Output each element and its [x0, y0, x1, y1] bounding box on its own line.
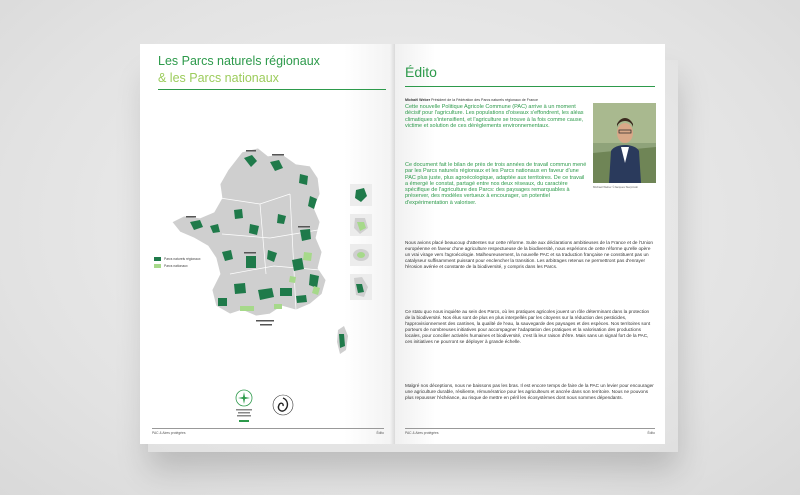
paragraph-1: Cette nouvelle Politique Agricole Commune (PAC) arrive à un moment décisif pour l'agriculture. Les populations d'oiseaux s'effondrent, les aléas climatiques s'intensifient, et l'agriculture se trouve à la fois comme cause, victime et solution de ces dérèglements environnementaux.	[405, 104, 584, 129]
right-footer	[405, 431, 655, 435]
map-legend	[154, 257, 200, 271]
page-title: Les Parcs naturels régionaux	[158, 54, 320, 68]
page-subtitle: & les Parcs nationaux	[158, 71, 279, 85]
left-footer	[152, 431, 384, 435]
title-divider	[405, 86, 655, 87]
legend-label: Parcs nationaux	[164, 264, 188, 268]
footer-left-text: PAC & Aires protégées	[152, 431, 186, 435]
footer-divider	[152, 428, 384, 429]
byline-role: Président de la Fédération des Parcs naturels régionaux de France	[431, 98, 538, 102]
paragraph-4: Ce statu quo nous inquiète au sein des Parcs, où les pratiques agricoles jouent un rôle déterminant dans la protection de la biodiversité. Nos élus sont de plus en plus interpellés par les citoyens sur la réduction des pesticides, l'approvisionnement des cantines, la qualité de l'eau, la sauvegarde des paysages et des espèces. Nos territoires sont porteurs de nombreuses initiatives pour accompagner l'adaptation des pratiques et la valorisation des productions locales, pour concilier activités humaines et biodiversité, c'est là leur raison d'être. Mais sans un signal fort de la PAC, ces initiatives ne pourront se déployer à grande échelle.	[405, 309, 651, 344]
footer-left-text: PAC & Aires protégées	[405, 431, 439, 435]
legend-item-pn	[154, 264, 200, 268]
page-title: Édito	[405, 64, 437, 80]
author-photo	[593, 103, 656, 183]
left-page	[140, 44, 395, 444]
paragraph-5: Malgré nos déceptions, nous ne baissons pas les bras. Il est encore temps de faire de la PAC un levier pour encourager une agriculture durable, résiliente, rémunératrice pour les agriculteurs et ancrée dans son territoire. Nous ne pouvons plus repousser l'échéance, au risque de mettre en péril les écosystèmes dont nous sommes dépendants.	[405, 383, 654, 400]
legend-item-pnr	[154, 257, 200, 261]
parcs-nationaux-logo	[272, 394, 294, 416]
footer-right-text: Édito	[376, 431, 384, 435]
footer-right-text: Édito	[647, 431, 655, 435]
byline	[405, 98, 538, 102]
photo-caption: Michaël Weber ©Jacques Sierpinski	[593, 185, 638, 189]
legend-label: Parcs naturels régionaux	[164, 257, 201, 261]
legend-swatch-pn	[154, 264, 161, 268]
overseas-insets	[350, 184, 372, 300]
right-page	[395, 44, 665, 444]
legend-swatch-pnr	[154, 257, 161, 261]
byline-name: Michaël Weber	[405, 98, 431, 102]
footer-divider	[405, 428, 655, 429]
parcs-naturels-regionaux-logo	[233, 389, 255, 425]
paragraph-2: Ce document fait le bilan de près de trois années de travail commun mené par les Parcs naturels régionaux et les Parcs nationaux en faveur d'une PAC plus juste, plus agroécologique, adaptée aux territoires. De ce travail a émergé le constat, partagé entre nos deux réseaux, du caractère spécifique de l'agriculture des Parcs: des paysages remarquables à préserver, des modèles vertueux à encourager, un potentiel d'expérimentation à valoriser.	[405, 162, 587, 206]
paragraph-3: Nous avions placé beaucoup d'attentes sur cette réforme. Suite aux déclarations ambitieuses de la France et de l'Union européenne en faveur d'une agriculture respectueuse de la biodiversité, nous espérions de cette réforme qu'elle opère un vrai virage vers l'agroécologie. Malheureusement, la nouvelle PAC et sa traduction française ne constituent pas un catalyseur suffisamment puissant pour enclencher la transition. Les arbitrages retenus ne permettront pas d'enrayer l'érosion avérée et constante de la biodiversité, y compris dans les Parcs.	[405, 240, 654, 269]
title-divider	[158, 89, 386, 90]
